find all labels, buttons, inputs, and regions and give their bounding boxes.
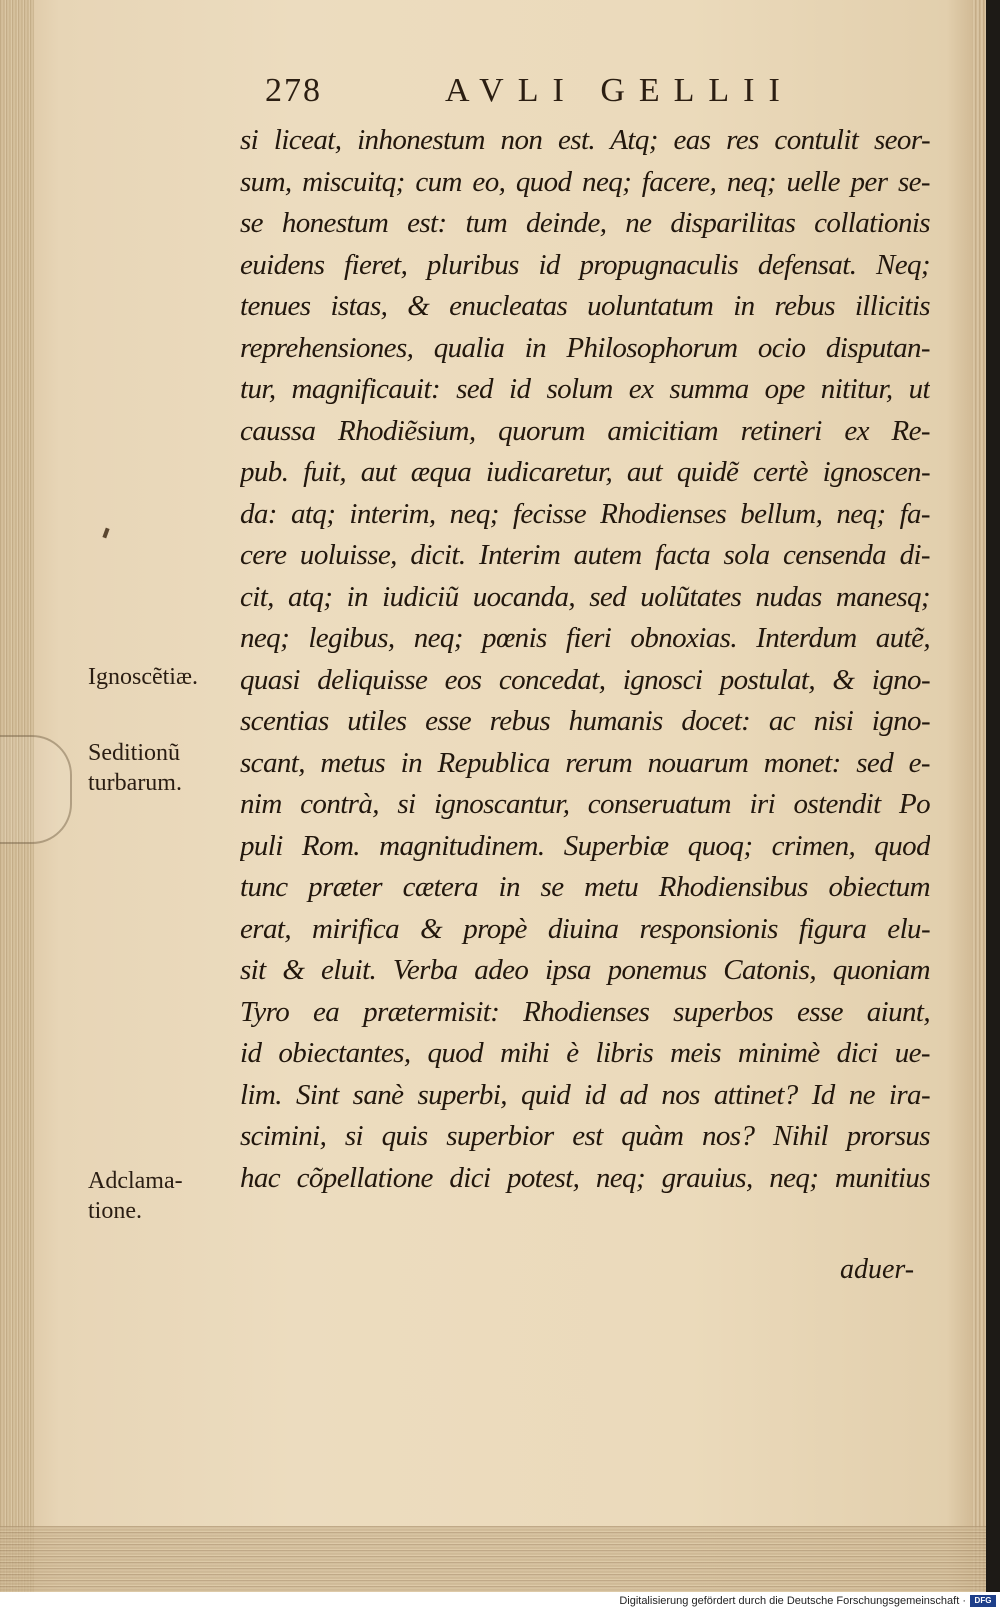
main-text (240, 120, 930, 1199)
text-line: hac cõpellatione dici potest, neq; grauius, neq; munitius (240, 1161, 930, 1194)
text-line: id obiectantes, quod mihi è libris meis minimè dici ue- (240, 1037, 930, 1069)
clip-shadow (0, 735, 72, 844)
text-line: da: atq; interim, neq; fecisse Rhodienses bellum, neq; fa- (240, 497, 930, 530)
text-line: cere uoluisse, dicit. Interim autem facta sola censenda di- (240, 539, 930, 571)
marginal-note-adclamatione: Adclama- tione. (88, 1168, 183, 1224)
text-line: euidens fieret, pluribus id propugnaculis defensat. Neq; (240, 248, 930, 281)
running-title: AVLI GELLII (445, 72, 794, 109)
text-line: pub. fuit, aut æqua iudicaretur, aut quidẽ certè ignoscen- (240, 456, 930, 488)
digitization-footer (0, 1592, 1000, 1610)
dfg-logo: DFG (970, 1595, 996, 1607)
text-line: lim. Sint sanè superbi, quid id ad nos attinet? Id ne ira- (240, 1078, 930, 1111)
text-line: sit & eluit. Verba adeo ipsa ponemus Catonis, quoniam (240, 954, 930, 986)
text-line: tenues istas, & enucleatas uoluntatum in rebus illicitis (240, 290, 930, 322)
text-line: si liceat, inhonestum non est. Atq; eas res contulit seor- (240, 124, 930, 156)
marginal-note-seditionum: Seditionũ turbarum. (88, 740, 182, 796)
text-line: puli Rom. magnitudinem. Superbiæ quoq; crimen, quod (240, 829, 930, 862)
text-line: scimini, si quis superbior est quàm nos? Nihil prorsus (240, 1120, 930, 1152)
text-line: sum, miscuitq; cum eo, quod neq; facere, neq; uelle per se- (240, 165, 930, 198)
catchword: aduer- (840, 1254, 915, 1285)
text-line: scant, metus in Republica rerum nouarum monet: sed e- (240, 746, 930, 779)
text-line: cit, atq; in iudiciũ uocanda, sed uolũtates nudas manesq; (240, 580, 930, 613)
text-line: se honestum est: tum deinde, ne disparilitas collationis (240, 207, 930, 239)
page-bottom-edge (0, 1526, 986, 1592)
text-line: neq; legibus, neq; pœnis fieri obnoxias. Interdum autẽ, (240, 622, 930, 654)
text-line: Tyro ea prætermisit: Rhodienses superbos esse aiunt, (240, 995, 930, 1028)
text-line: nim contrà, si ignoscantur, conseruatum iri ostendit Po (240, 788, 930, 820)
marginal-note-ignoscentiae: Ignoscẽtiæ. (88, 664, 198, 690)
text-line: reprehensiones, qualia in Philosophorum ocio disputan- (240, 331, 930, 364)
text-line: quasi deliquisse eos concedat, ignosci postulat, & igno- (240, 663, 930, 696)
text-line: tur, magnificauit: sed id solum ex summa ope nititur, ut (240, 373, 930, 405)
text-line: caussa Rhodiẽsium, quorum amicitiam retineri ex Re- (240, 414, 930, 447)
text-line: tunc præter cætera in se metu Rhodiensibus obiectum (240, 871, 930, 903)
page-header (265, 72, 805, 114)
footer-credit: Digitalisierung gefördert durch die Deutsche Forschungsgemeinschaft · (619, 1595, 966, 1607)
folio-number: 278 (265, 72, 322, 109)
text-line: scentias utiles esse rebus humanis docet: ac nisi igno- (240, 705, 930, 737)
page-fore-edge (972, 0, 986, 1592)
ink-mark (102, 528, 109, 539)
text-line: erat, mirifica & propè diuina responsionis figura elu- (240, 912, 930, 945)
